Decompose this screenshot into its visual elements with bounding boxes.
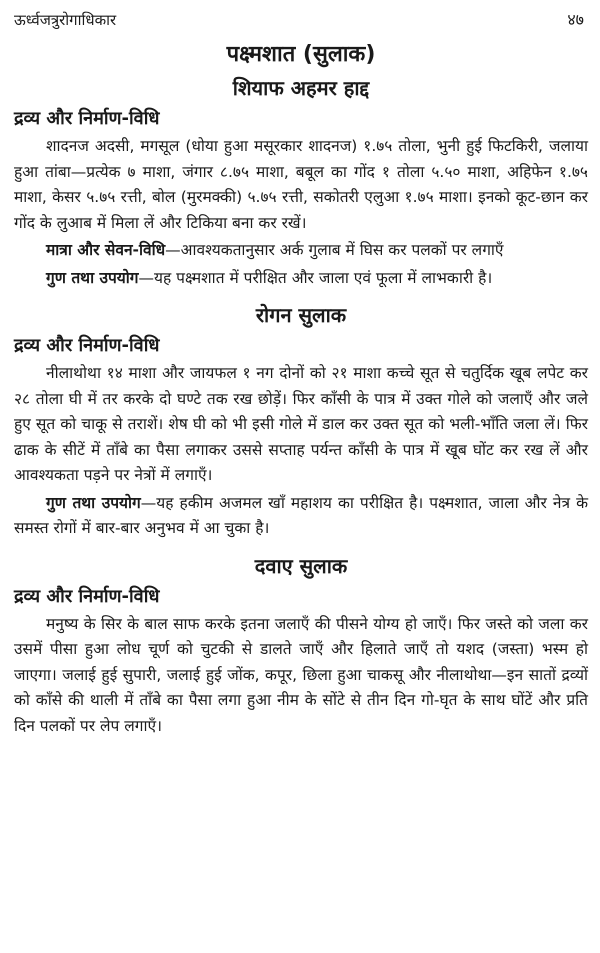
section-title-davae-sulak: दवाए सुलाक: [254, 553, 348, 578]
ingredients-paragraph: नीलाथोथा १४ माशा और जायफल १ नग दोनों को २१ माशा कच्चे सूत से चतुर्दिक खूब लपेट कर २८ तोला घी में तर करके दो घण्टे तक रख छोड़ें। फिर काँसी के पात्र में उक्त गोले को जलाएँ और जले हुए सूत को चाकू से तराशें। शेष घी को भी इसी गोले में डाल कर उक्त सूत को भली-भाँति जला लें। फिर ढाक के सीटें में ताँबे का पैसा लगाकर उससे सप्ताह पर्यन्त काँसी के पात्र में खूब घोंट कर रख लें और आवश्यकता पड़ने पर नेत्रों में लगाएँ।: [14, 364, 588, 484]
dosage-paragraph: [14, 238, 588, 264]
dosage-text: —आवश्यकतानुसार अर्क गुलाब में घिस कर पलकों पर लगाएँ: [165, 241, 504, 259]
usage-paragraph: [14, 491, 588, 542]
ingredients-heading: द्रव्य और निर्माण-विधि: [14, 585, 160, 607]
usage-text: —यह हकीम अजमल खाँ महाशय का परीक्षित है। पक्ष्मशात, जाला और नेत्र के समस्त रोगों में बार-बार अनुभव में आ चुका है।: [14, 493, 588, 537]
dosage-label: मात्रा और सेवन-विधि: [46, 241, 166, 259]
page-title: पक्ष्मशात (सुलाक): [226, 42, 376, 67]
page-number: ४७: [567, 10, 584, 29]
usage-label: गुण तथा उपयोग: [46, 268, 139, 287]
ingredients-heading: द्रव्य और निर्माण-विधि: [14, 335, 160, 356]
ingredients-paragraph: मनुष्य के सिर के बाल साफ करके इतना जलाएँ की पीसने योग्य हो जाएँ। फिर जस्ते को जला कर उसमें पीसा हुआ लोध चूर्ण को चुटकी से डालते जाएँ और हिलाते जाएँ तो यशद (जस्ता) भस्म हो जाएगा। जलाई हुई सुपारी, जलाई हुई जोंक, कपूर, छिला हुआ चाकसू और नीलाथोथा—इन सातों द्रव्यों को काँसे की थाली में ताँबे का पैसा लगा हुआ नीम के सोंटे से तीन दिन गो-घृत के साथ घोंटें और प्रति दिन पलकों पर लेप लगाएँ।: [14, 614, 588, 735]
ingredients-paragraph: शादनज अदसी, मगसूल (धोया हुआ मसूरकार शादनज) १.७५ तोला, भुनी हुई फिटकिरी, जलाया हुआ तांबा—प्रत्येक ७ माशा, जंगार ८.७५ माशा, बबूल का गोंद १ तोला ५.५० माशा, अहिफेन १.७५ माशा, केसर ५.७५ रत्ती, बोल (मुरमक्की) ५.७५ रत्ती, सकोतरी एलुआ १.७५ माशा। इनको कूट-छान कर गोंद के लुआब में मिला लें और टिकिया बना कर रखें।: [14, 137, 588, 232]
ingredients-heading: द्रव्य और निर्माण-विधि: [14, 108, 160, 129]
usage-text: —यह पक्ष्मशात में परीक्षित और जाला एवं फूला में लाभकारी है।: [138, 268, 493, 287]
running-header: [14, 10, 588, 32]
section-title-shiyaf-ahmar-hadd: शियाफ अहमर हाद्द: [232, 76, 370, 100]
chapter-title: ऊर्ध्वजत्रुरोगाधिकार: [14, 11, 117, 29]
usage-label: गुण तथा उपयोग: [46, 493, 141, 512]
section-title-rogan-sulak: रोगन सुलाक: [255, 303, 347, 327]
usage-paragraph: [14, 266, 588, 292]
